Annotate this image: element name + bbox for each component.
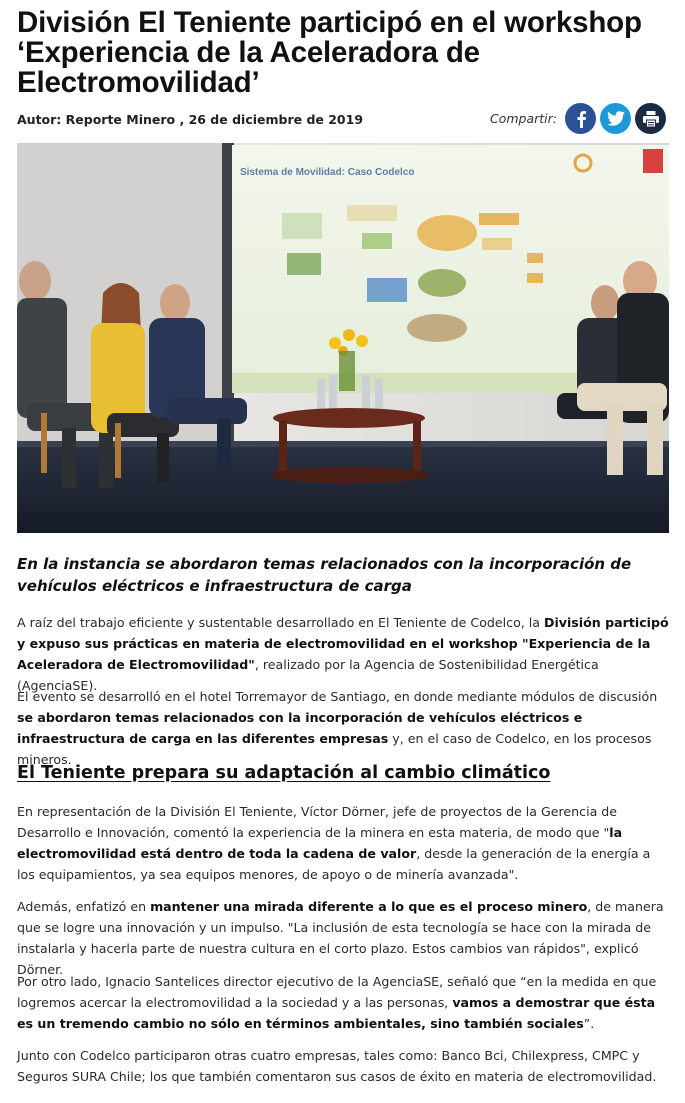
text: A raíz del trabajo eficiente y sustentable desarrollado en El Teniente de Codelco, la bbox=[17, 615, 545, 630]
article-photo bbox=[17, 143, 669, 533]
subheading: El Teniente prepara su adaptación al cambio climático bbox=[17, 763, 551, 783]
twitter-icon bbox=[607, 111, 625, 126]
screen-title: Sistema de Movilidad: Caso Codelco bbox=[240, 167, 415, 178]
paragraph-3 bbox=[17, 801, 669, 885]
article-lead: En la instancia se abordaron temas relacionados con la incorporación de vehículos eléctricos e infraestructura de carga bbox=[17, 555, 632, 595]
bold-text: vamos a demostrar que ésta es un tremendo cambio no sólo en términos ambientales, sino también sociales bbox=[17, 995, 656, 1031]
text: , desde la generación de la energía a los equipamientos, ya sea equipos menores, de apoyo o de minería avanzada". bbox=[17, 846, 651, 882]
text: Por otro lado, Ignacio Santelices director ejecutivo de la AgenciaSE, señaló que “en la medida en que logremos acercar la electromovilidad a la sociedad y a las personas, bbox=[17, 974, 657, 1010]
paragraph-1 bbox=[17, 612, 669, 696]
paragraph-2 bbox=[17, 686, 669, 770]
share-label: Compartir: bbox=[489, 111, 557, 126]
share-bar bbox=[490, 103, 666, 134]
bold-text: se abordaron temas relacionados con la incorporación de vehículos eléctricos e infraestructura de carga en las diferentes empresas bbox=[17, 710, 583, 746]
bold-text: División participó y expuso sus prácticas en materia de electromovilidad en el workshop "Experiencia de la Aceleradora de Electromovilidad" bbox=[17, 615, 669, 672]
page-title: División El Teniente participó en el workshop ‘Experiencia de la Aceleradora de Electromovilidad’ bbox=[17, 6, 642, 99]
paragraph-5 bbox=[17, 971, 669, 1034]
twitter-share-button[interactable] bbox=[600, 103, 631, 134]
paragraph-6: Junto con Codelco participaron otras cuatro empresas, tales como: Banco Bci, Chilexpress, CMPC y Seguros SURA Chile; los que también comentaron sus casos de éxito en materia de electromovilidad. bbox=[17, 1048, 657, 1084]
facebook-share-button[interactable] bbox=[565, 103, 596, 134]
text: y, en el caso de Codelco, en los procesos mineros. bbox=[17, 731, 652, 767]
bold-text: mantener una mirada diferente a lo que es el proceso minero bbox=[150, 899, 588, 914]
text: , realizado por la Agencia de Sostenibilidad Energética (AgenciaSE). bbox=[17, 657, 599, 693]
print-icon bbox=[642, 110, 660, 128]
text: Además, enfatizó en bbox=[17, 899, 151, 914]
text: , de manera que se logre una innovación y un impulso. "La inclusión de esta tecnología se hace con la mirada de instalarla y hacerla parte de nuestra cultura en el corto plazo. Estos cambios van rápidos", explicó Dörner. bbox=[17, 899, 664, 977]
print-button[interactable] bbox=[635, 103, 666, 134]
text: El evento se desarrolló en el hotel Torremayor de Santiago, en donde mediante módulos de discusión bbox=[17, 689, 658, 704]
paragraph-4 bbox=[17, 896, 669, 980]
bold-text: la electromovilidad está dentro de toda la cadena de valor bbox=[17, 825, 623, 861]
text: En representación de la División El Teniente, Víctor Dörner, jefe de proyectos de la Gerencia de Desarrollo e Innovación, comentó la experiencia de la minera en esta materia, de modo que " bbox=[17, 804, 618, 840]
facebook-icon bbox=[574, 110, 588, 128]
text: ”. bbox=[583, 1016, 595, 1031]
article-meta: Autor: Reporte Minero , 26 de diciembre de 2019 bbox=[17, 112, 364, 127]
workshop-photo bbox=[17, 143, 669, 533]
